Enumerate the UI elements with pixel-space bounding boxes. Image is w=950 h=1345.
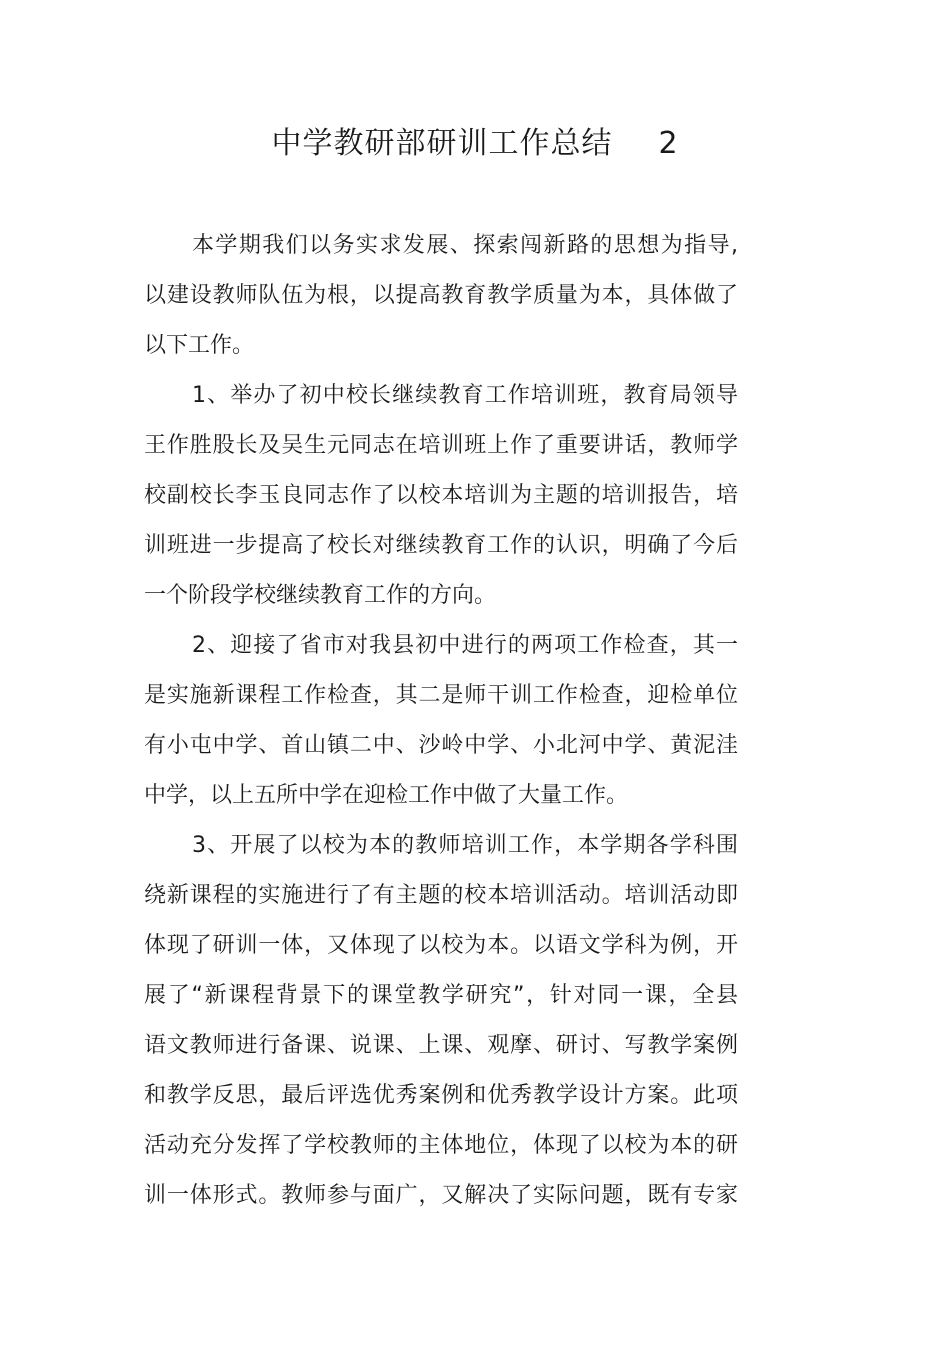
paragraph-line: 1、举办了初中校长继续教育工作培训班，教育局领导: [192, 383, 738, 408]
paragraph-line: 语文教师进行备课、说课、上课、观摩、研讨、写教学案例: [144, 1033, 738, 1058]
paragraph-line: 和教学反思，最后评选优秀案例和优秀教学设计方案。此项: [144, 1083, 738, 1108]
paragraph: [144, 621, 738, 821]
paragraph-line: 是实施新课程工作检查，其二是师干训工作检查，迎检单位: [144, 683, 738, 708]
paragraph-line: 以建设教师队伍为根，以提高教育教学质量为本，具体做了: [144, 283, 738, 308]
paragraph-line: 2、迎接了省市对我县初中进行的两项工作检查，其一: [192, 633, 738, 658]
paragraph-line: 绕新课程的实施进行了有主题的校本培训活动。培训活动即: [144, 883, 738, 908]
paragraph-line: 一个阶段学校继续教育工作的方向。: [144, 583, 497, 608]
document-body: [144, 221, 738, 1221]
paragraph-line: 训一体形式。教师参与面广，又解决了实际问题，既有专家: [144, 1183, 738, 1208]
paragraph-line: 训班进一步提高了校长对继续教育工作的认识，明确了今后: [144, 533, 738, 558]
paragraph-line: 中学，以上五所中学在迎检工作中做了大量工作。: [144, 783, 629, 808]
paragraph-line: 展了“新课程背景下的课堂教学研究”，针对同一课，全县: [144, 983, 738, 1008]
paragraph-line: 本学期我们以务实求发展、探索闯新路的思想为指导,: [192, 233, 738, 258]
paragraph-line: 3、开展了以校为本的教师培训工作，本学期各学科围: [192, 833, 738, 858]
document-title: [0, 122, 950, 166]
paragraph-line: 王作胜股长及吴生元同志在培训班上作了重要讲话，教师学: [144, 433, 738, 458]
paragraph-line: 以下工作。: [144, 333, 255, 358]
title-number: 2: [658, 126, 679, 161]
paragraph: [144, 371, 738, 621]
paragraph-line: 校副校长李玉良同志作了以校本培训为主题的培训报告，培: [144, 483, 738, 508]
paragraph: [144, 821, 738, 1221]
paragraph: [144, 221, 738, 371]
paragraph-line: 体现了研训一体，又体现了以校为本。以语文学科为例，开: [144, 933, 738, 958]
title-text: 中学教研部研训工作总结: [271, 126, 613, 161]
paragraph-line: 有小屯中学、首山镇二中、沙岭中学、小北河中学、黄泥洼: [144, 733, 738, 758]
paragraph-line: 活动充分发挥了学校教师的主体地位，体现了以校为本的研: [144, 1133, 738, 1158]
